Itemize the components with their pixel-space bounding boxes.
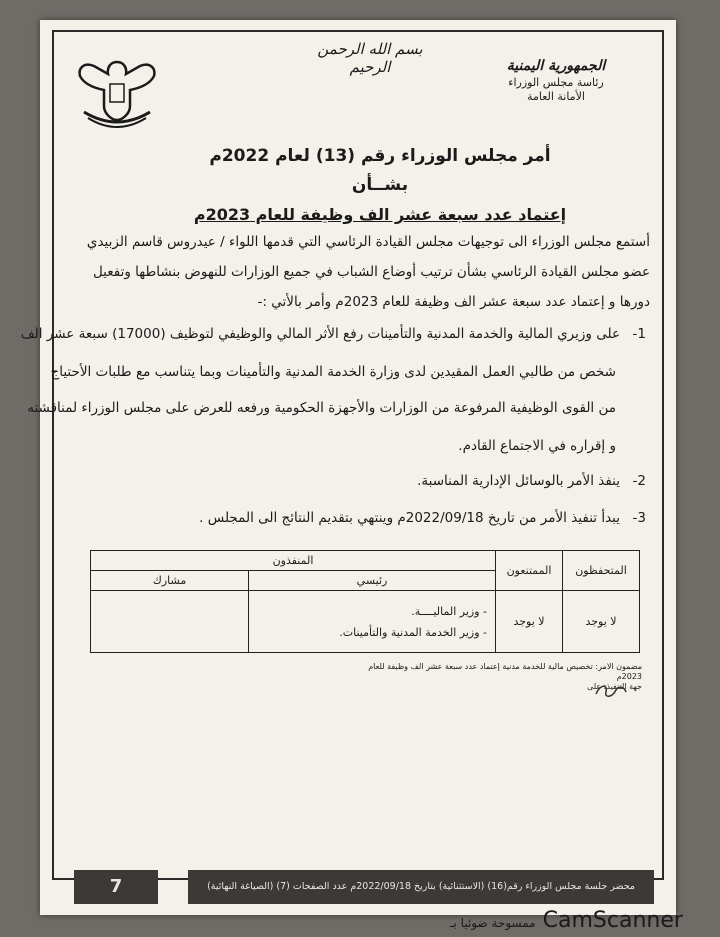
watermark-brand: CamScanner	[542, 908, 683, 933]
signature-icon	[592, 680, 632, 702]
header-abstain: الممتنعون	[496, 551, 563, 591]
main-executor-2: - وزير الخدمة المدنية والتأمينات.	[339, 625, 487, 639]
header-executors: المنفذون	[91, 551, 496, 571]
footer-note-1: مضمون الامر: تخصيص مالية للخدمة مدنية إعتماد عدد سبعة عشر الف وظيفة للعام	[368, 662, 642, 671]
intro-line-3: دورها و إعتماد عدد سبعة عشر الف وظيفة للعام 2023م وأمر بالأتي :-	[257, 294, 650, 310]
watermark-prefix: ممسوحة ضوئيا بـ	[450, 916, 536, 930]
item-1-line-4: و إقراره في الاجتماع القادم.	[458, 438, 616, 454]
main-executor-1: - وزير الماليــــة.	[411, 604, 487, 618]
intro-line-2: عضو مجلس القيادة الرئاسي بشأن ترتيب أوضاع الشباب في جميع الوزارات للنهوض بنشاطها وتفعيل	[92, 264, 650, 280]
item-1	[20, 326, 646, 342]
value-abstain: لا يوجد	[496, 591, 563, 653]
camscanner-watermark	[450, 908, 683, 933]
issuing-authority	[496, 58, 616, 103]
footer-note-3: جهة التنفيذ: على	[587, 682, 642, 691]
item-1-number: 1-	[632, 326, 646, 342]
yemen-eagle-emblem-icon	[74, 54, 160, 128]
item-3-text: يبدأ تنفيذ الأمر من تاريخ 2022/09/18م وينتهي بتقديم النتائج الى المجلس .	[199, 510, 620, 526]
order-subject-label: بشــأن	[351, 175, 409, 195]
org-secretariat: الأمانة العامة	[527, 90, 585, 103]
page-number: 7	[74, 870, 158, 904]
item-1-line-1: على وزيري المالية والخدمة المدنية والتأمينات رفع الأثر المالي والوظيفي لتوظيف (17000) سبعة عشر الف	[20, 326, 620, 342]
order-subject: إعتماد عدد سبعة عشر الف وظيفة للعام 2023م	[193, 205, 567, 224]
item-1-line-3: من القوى الوظيفية المرفوعة من الوزارات والأجهزة الحكومية ورفعه للعرض على مجلس الوزراء لمناقشته	[27, 400, 616, 416]
main-executors	[249, 591, 496, 653]
footer-note-2: 2023م	[616, 672, 642, 681]
item-2-number: 2-	[632, 473, 646, 489]
item-2-text: ينفذ الأمر بالوسائل الإدارية المناسبة.	[417, 473, 620, 489]
item-3-number: 3-	[632, 510, 646, 526]
item-3	[86, 510, 646, 526]
intro-line-1: أستمع مجلس الوزراء الى توجيهات مجلس القيادة الرئاسي التي قدمها اللواء / عيدروس قاسم الزبيدي	[86, 234, 650, 250]
basmala: بسم الله الرحمن الرحيم	[317, 40, 423, 76]
org-presidency: رئاسة مجلس الوزراء	[508, 76, 604, 89]
voting-table	[90, 550, 640, 653]
value-reservations: لا يوجد	[563, 591, 640, 653]
order-title: أمر مجلس الوزراء رقم (13) لعام 2022م	[209, 146, 551, 166]
item-2	[86, 473, 646, 489]
item-1-line-2: شخص من طالبي العمل المقيدين لدى وزارة الخدمة المدنية والتأمينات وبما يتناسب مع طلبات الأحتياج	[50, 364, 616, 380]
org-country: الجمهورية اليمنية	[506, 58, 606, 74]
header-participant: مشارك	[91, 571, 249, 591]
participant-executors	[91, 591, 249, 653]
minutes-footer: محضر جلسة مجلس الوزراء رقم(16) (الاستثنائية) بتاريخ 2022/09/18م عدد الصفحات (7) (الصياغة النهائية)	[188, 870, 654, 904]
header-reservations: المتحفظون	[563, 551, 640, 591]
header-main: رئيسي	[249, 571, 496, 591]
